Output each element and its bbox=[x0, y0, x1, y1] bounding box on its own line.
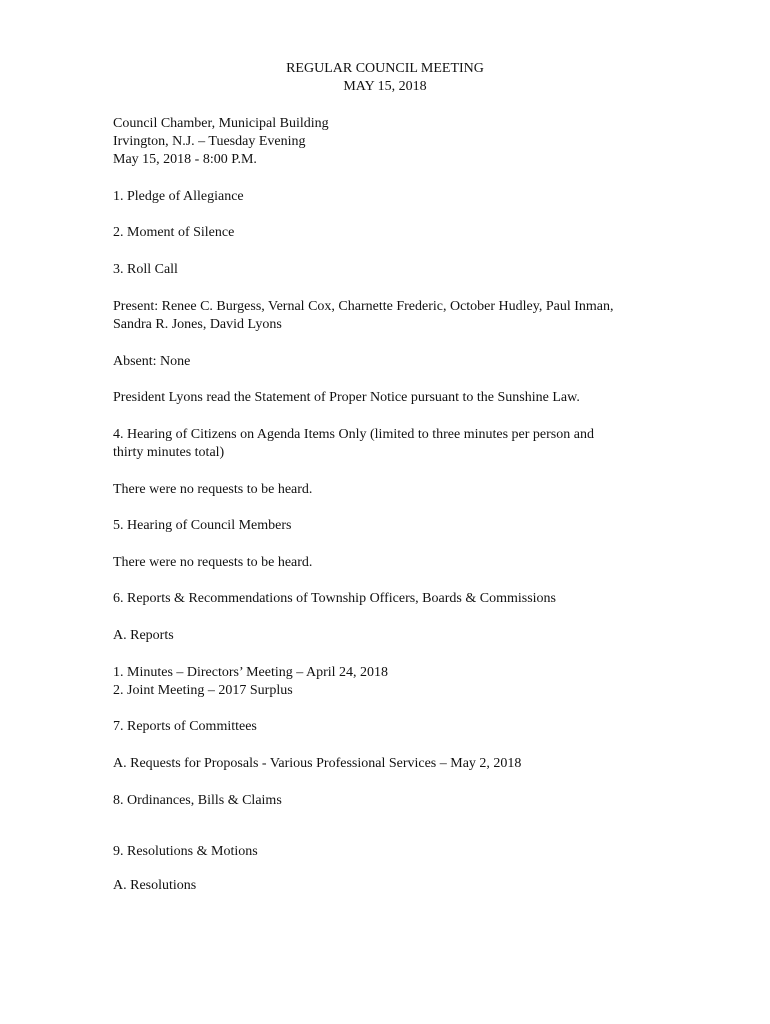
resolutions-sub: A. Resolutions bbox=[113, 878, 197, 893]
item-moment-of-silence: 2. Moment of Silence bbox=[113, 225, 235, 240]
committees-heading: 7. Reports of Committees bbox=[113, 719, 257, 734]
committees-item: A. Requests for Proposals - Various Professional Services – May 2, 2018 bbox=[113, 756, 522, 771]
ordinances-heading: 8. Ordinances, Bills & Claims bbox=[113, 793, 282, 808]
item-roll-call: 3. Roll Call bbox=[113, 262, 178, 277]
report-item-2: 2. Joint Meeting – 2017 Surplus bbox=[113, 683, 293, 698]
hearing-council-note: There were no requests to be heard. bbox=[113, 555, 313, 570]
sunshine-notice: President Lyons read the Statement of Proper Notice pursuant to the Sunshine Law. bbox=[113, 390, 580, 405]
location-line-2: Irvington, N.J. – Tuesday Evening bbox=[113, 134, 306, 149]
absent-line: Absent: None bbox=[113, 354, 191, 369]
meeting-date: MAY 15, 2018 bbox=[343, 79, 427, 94]
present-line-1: Present: Renee C. Burgess, Vernal Cox, Charnette Frederic, October Hudley, Paul Inman, bbox=[113, 299, 614, 314]
meeting-title: REGULAR COUNCIL MEETING bbox=[286, 61, 484, 76]
location-line-1: Council Chamber, Municipal Building bbox=[113, 116, 329, 131]
reports-heading: 6. Reports & Recommendations of Township Officers, Boards & Commissions bbox=[113, 591, 556, 606]
hearing-citizens-heading-1: 4. Hearing of Citizens on Agenda Items Only (limited to three minutes per person and bbox=[113, 427, 594, 442]
report-item-1: 1. Minutes – Directors’ Meeting – April 24, 2018 bbox=[113, 665, 389, 680]
resolutions-heading: 9. Resolutions & Motions bbox=[113, 844, 258, 859]
location-line-3: May 15, 2018 - 8:00 P.M. bbox=[113, 152, 257, 167]
hearing-council-heading: 5. Hearing of Council Members bbox=[113, 518, 292, 533]
item-pledge: 1. Pledge of Allegiance bbox=[113, 189, 244, 204]
hearing-citizens-note: There were no requests to be heard. bbox=[113, 482, 313, 497]
reports-sub: A. Reports bbox=[113, 628, 174, 643]
hearing-citizens-heading-2: thirty minutes total) bbox=[113, 445, 225, 460]
present-line-2: Sandra R. Jones, David Lyons bbox=[113, 317, 282, 332]
